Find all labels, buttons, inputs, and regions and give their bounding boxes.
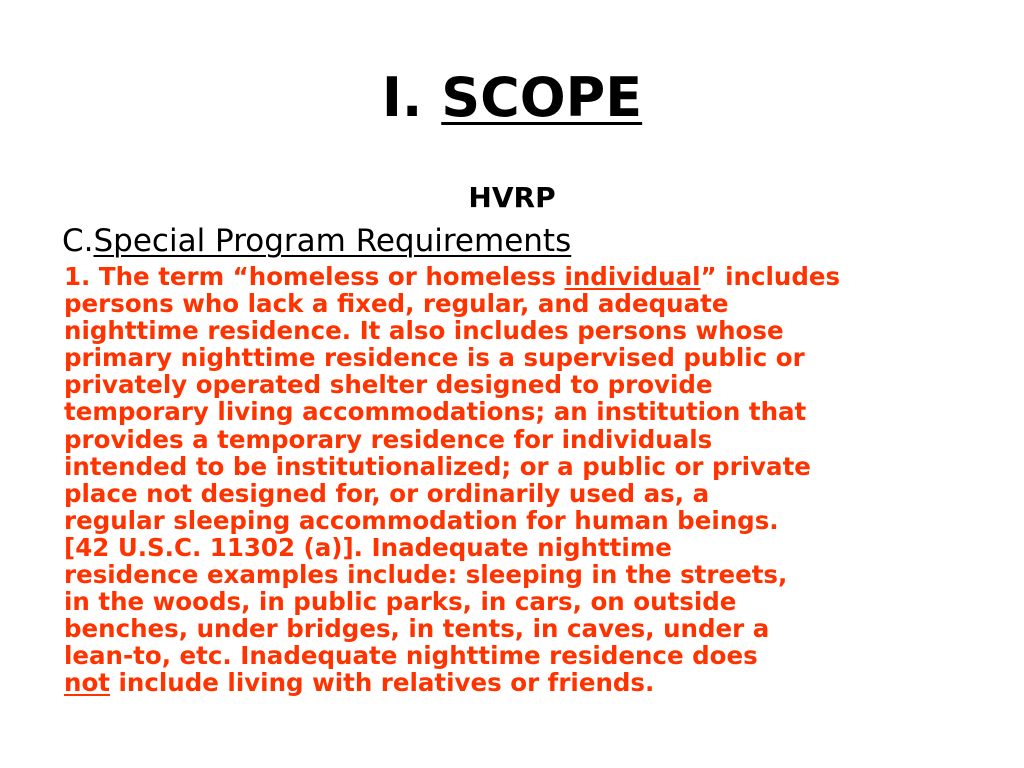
line-15-part-2: include living with relatives or friends.	[110, 668, 655, 698]
paragraph-line-5: temporary living accommodations; an institution that	[64, 397, 807, 427]
section-heading	[62, 221, 571, 261]
emphasis-not: not	[64, 668, 110, 698]
line-0-part-0: The term “homeless or homeless	[98, 262, 565, 291]
title-prefix: I.	[381, 66, 442, 129]
paragraph-line-8: place not designed for, or ordinarily used as, a	[64, 478, 710, 508]
paragraph-line-6: provides a temporary residence for individuals	[64, 424, 713, 454]
paragraph-line-10: [42 U.S.C. 11302 (a)]. Inadequate nighttime	[64, 532, 672, 562]
paragraph-line-1: persons who lack a fixed, regular, and adequate	[64, 289, 729, 319]
paragraph-line-0	[64, 262, 969, 291]
paragraph-line-13: benches, under bridges, in tents, in caves, under a	[64, 614, 770, 644]
line-0-part-2: ” includes	[700, 262, 841, 291]
paragraph-line-3: primary nighttime residence is a supervised public or	[64, 343, 805, 373]
paragraph-line-12: in the woods, in public parks, in cars, on outside	[64, 587, 737, 617]
paragraph-line-2: nighttime residence. It also includes persons whose	[64, 316, 784, 346]
requirement-item	[64, 263, 969, 697]
paragraph-line-11: residence examples include: sleeping in the streets,	[64, 560, 788, 590]
item-number: 1.	[64, 262, 99, 291]
program-subtitle: HVRP	[468, 181, 556, 214]
paragraph-line-14: lean-to, etc. Inadequate nighttime residence does	[64, 641, 758, 671]
title-main: SCOPE	[441, 66, 643, 129]
section-heading-text: Special Program Requirements	[93, 223, 572, 259]
section-heading-prefix: C.	[62, 223, 94, 259]
requirements-list	[64, 263, 969, 697]
paragraph-line-7: intended to be institutionalized; or a public or private	[64, 451, 811, 481]
paragraph-line-9: regular sleeping accommodation for human beings.	[64, 505, 779, 535]
paragraph-line-4: privately operated shelter designed to provide	[64, 370, 713, 400]
paragraph-line-15	[64, 668, 969, 698]
slide-title	[0, 62, 1024, 134]
emphasis-individual: individual	[564, 262, 701, 291]
